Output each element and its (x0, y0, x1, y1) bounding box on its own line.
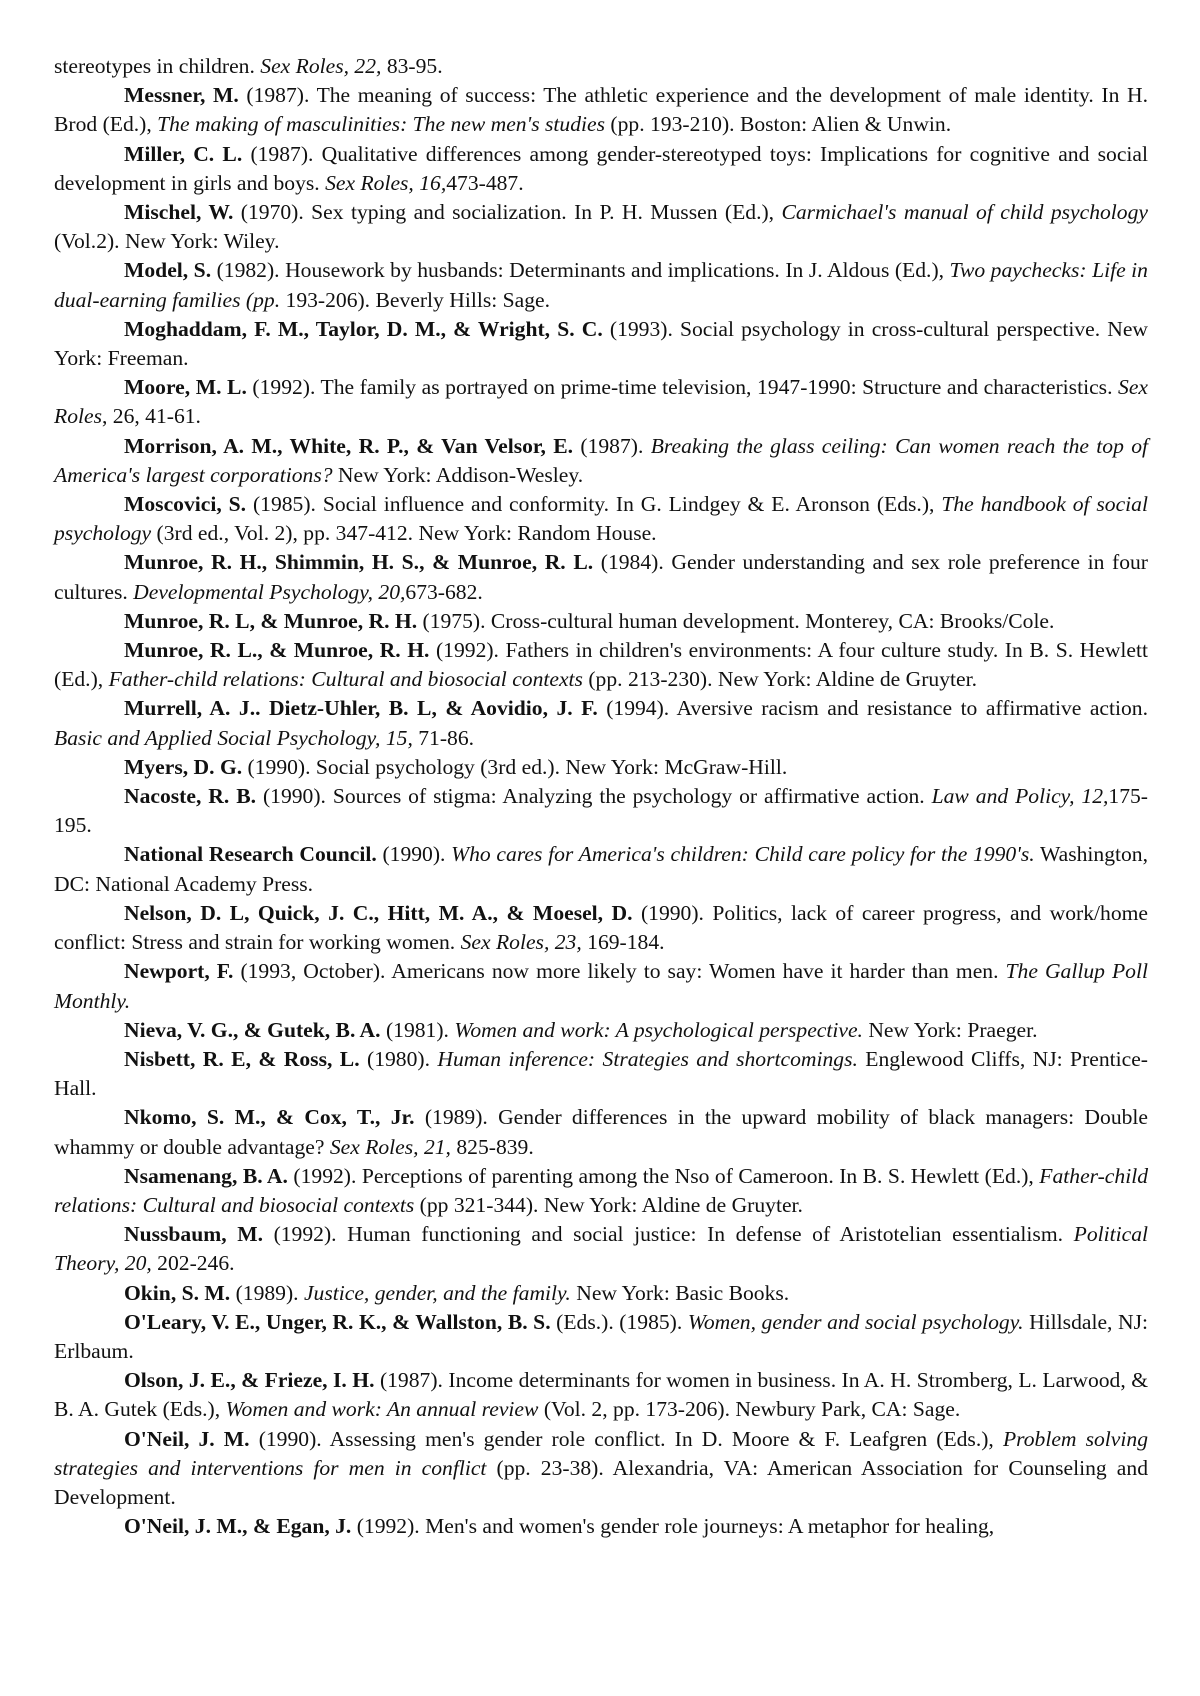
reference-author: Munroe, R. L, & Munroe, R. H. (124, 608, 418, 633)
reference-author: Nelson, D. L, Quick, J. C., Hitt, M. A., & Moesel, D. (124, 900, 633, 925)
reference-entry (54, 1512, 1148, 1541)
reference-text: (1993). Social psychology in cross-cultural perspective. New York: Freeman. (54, 316, 1149, 371)
reference-text: (1992). Men's and women's gender role journeys: A metaphor for healing, (351, 1514, 995, 1539)
reference-text: (1987). Qualitative differences among gender-stereotyped toys: Implications for cognitive and social development in girls and boys. (54, 141, 1148, 195)
reference-title: Breaking the glass ceiling: Can women reach the top of America's largest corporations? (54, 433, 1148, 487)
reference-title: Two paychecks: Life in dual-earning families (pp. (54, 258, 1148, 312)
reference-title: Sex Roles, 21, (329, 1134, 451, 1159)
reference-text: 71-86. (412, 725, 475, 750)
reference-title: The handbook of social psychology (54, 492, 1148, 546)
reference-author: Myers, D. G. (124, 754, 243, 779)
reference-title: Justice, gender, and the family. (303, 1280, 571, 1305)
reference-title: Sex Roles, 16, (325, 170, 447, 195)
reference-text: 169-184. (581, 930, 665, 955)
reference-title: Sex Roles (54, 375, 1148, 429)
reference-title: Law and Policy, 12, (931, 784, 1109, 809)
reference-entry (54, 1162, 1148, 1220)
reference-author: National Research Council. (124, 842, 377, 867)
reference-text: (1992). Human functioning and social justice: In defense of Aristotelian essentialism. (262, 1222, 1074, 1247)
reference-title: Women, gender and social psychology. (687, 1309, 1024, 1334)
reference-text: (1987). (573, 433, 651, 458)
reference-text: (1990). Assessing men's gender role conflict. In D. Moore & F. Leafgren (Eds.), (249, 1426, 1003, 1451)
reference-title: Human inference: Strategies and shortcomings. (437, 1046, 858, 1071)
reference-text: (1989). Gender differences in the upward mobility of black managers: Double whammy or double advantage? (54, 1105, 1149, 1159)
reference-author: Mischel, W. (124, 200, 234, 225)
reference-author: Munroe, R. H., Shimmin, H. S., & Munroe, R. L. (124, 550, 594, 575)
reference-title: Women and work: A psychological perspective. (454, 1017, 863, 1042)
reference-text: , 26, 41-61. (101, 404, 201, 429)
reference-text: (1992). The family as portrayed on prime-time television, 1947-1990: Structure and characteristics. (246, 375, 1119, 400)
reference-author: Okin, S. M. (124, 1280, 231, 1305)
reference-entry (54, 256, 1148, 314)
reference-author: Moghaddam, F. M., Taylor, D. M., & Wright, S. C. (124, 316, 603, 341)
reference-author: Munroe, R. L., & Munroe, R. H. (124, 638, 430, 663)
reference-text: (pp. 193-210). Boston: Alien & Unwin. (605, 112, 952, 137)
reference-entry (54, 315, 1148, 373)
reference-entry (54, 548, 1148, 606)
reference-entry (54, 1279, 1148, 1308)
reference-title: Basic and Applied Social Psychology, 15, (54, 725, 413, 750)
reference-author: Miller, C. L. (124, 141, 243, 166)
reference-author: Moore, M. L. (124, 375, 247, 400)
reference-title: Problem solving strategies and interventions for men in conflict (54, 1426, 1148, 1480)
reference-author: Olson, J. E., & Frieze, I. H. (124, 1368, 375, 1393)
reference-title: The Gallup Poll Monthly. (54, 959, 1148, 1013)
reference-entry (54, 753, 1148, 782)
reference-author: Nkomo, S. M., & Cox, T., Jr. (124, 1105, 415, 1130)
reference-title: Sex Roles, 23, (460, 930, 582, 955)
reference-author: O'Neil, J. M. (124, 1426, 250, 1451)
reference-text: (1990). Politics, lack of career progress, and work/home conflict: Stress and strain for working women. (54, 900, 1148, 955)
reference-entry (54, 198, 1148, 256)
reference-entry (54, 607, 1148, 636)
reference-entry (54, 490, 1148, 548)
reference-text: (Vol. 2, pp. 173-206). Newbury Park, CA: Sage. (538, 1397, 961, 1422)
reference-entry (54, 782, 1148, 840)
reference-author: Messner, M. (124, 83, 239, 108)
reference-title: Women and work: An annual review (225, 1397, 539, 1422)
reference-entry (54, 840, 1148, 898)
reference-text: (Vol.2). New York: Wiley. (54, 229, 280, 254)
reference-title: Sex Roles, 22, (260, 54, 382, 78)
reference-entry (54, 636, 1148, 694)
reference-text: (pp 321-344). New York: Aldine de Gruyter. (414, 1192, 803, 1217)
reference-entry (54, 432, 1148, 490)
reference-text: 202-246. (151, 1251, 235, 1276)
reference-author: O'Leary, V. E., Unger, R. K., & Wallston, B. S. (124, 1309, 551, 1334)
reference-text: (1985). Social influence and conformity. In G. Lindgey & E. Aronson (Eds.), (246, 492, 942, 517)
reference-entry (54, 1103, 1148, 1161)
reference-author: Murrell, A. J.. Dietz-Uhler, B. L, & Aovidio, J. F. (124, 696, 598, 721)
reference-text: (pp. 23-38). Alexandria, VA: American Association for Counseling and Development. (54, 1455, 1148, 1509)
reference-text: Hillsdale, NJ: Erlbaum. (54, 1309, 1148, 1363)
reference-author: Nisbett, R. E, & Ross, L. (124, 1046, 360, 1071)
reference-title: Who cares for America's children: Child care policy for the 1990's. (451, 842, 1035, 867)
reference-text: (1987). Income determinants for women in business. In A. H. Stromberg, L. Larwood, & B. A. Gutek (Eds.), (54, 1368, 1148, 1422)
reference-text: (3rd ed., Vol. 2), pp. 347-412. New York: Random House. (151, 521, 657, 546)
reference-author: Nacoste, R. B. (124, 784, 257, 809)
reference-entry (54, 899, 1148, 957)
reference-title: Political Theory, 20, (54, 1222, 1148, 1276)
reference-title: Father-child relations: Cultural and biosocial contexts (108, 667, 583, 692)
reference-text: (Eds.). (1985). (550, 1309, 688, 1334)
reference-text: (1970). Sex typing and socialization. In P. H. Mussen (Ed.), (233, 200, 782, 225)
reference-text: (1992). Perceptions of parenting among the Nso of Cameroon. In B. S. Hewlett (Ed.), (287, 1163, 1040, 1188)
reference-author: Nussbaum, M. (124, 1222, 263, 1247)
reference-entry (54, 1425, 1148, 1513)
reference-text: (1982). Housework by husbands: Determinants and implications. In J. Aldous (Ed.), (211, 258, 950, 283)
reference-author: Nsamenang, B. A. (124, 1163, 288, 1188)
reference-title: Carmichael's manual of child psychology (781, 200, 1148, 225)
reference-text: New York: Addison-Wesley. (332, 462, 584, 487)
reference-entry (54, 81, 1148, 139)
reference-text: (1990). (376, 842, 452, 867)
reference-text: 83-95. (381, 54, 443, 78)
reference-entry (54, 373, 1148, 431)
reference-text: Washington, DC: National Academy Press. (54, 842, 1148, 896)
reference-entry (54, 1045, 1148, 1103)
reference-text: 175-195. (54, 784, 1148, 838)
reference-author: O'Neil, J. M., & Egan, J. (124, 1514, 352, 1539)
reference-text: (pp. 213-230). New York: Aldine de Gruyter. (582, 667, 978, 692)
reference-text: 193-206). Beverly Hills: Sage. (280, 287, 551, 312)
reference-text: (1993, October). Americans now more likely to say: Women have it harder than men. (233, 959, 1006, 984)
reference-title: Father-child relations: Cultural and biosocial contexts (54, 1163, 1148, 1217)
reference-text: (1980). (359, 1046, 438, 1071)
reference-list (54, 52, 1148, 1541)
reference-text: 825-839. (450, 1134, 534, 1159)
reference-entry (54, 1016, 1148, 1045)
reference-text: (1994). Aversive racism and resistance to affirmative action. (597, 696, 1148, 721)
reference-text: (1975). Cross-cultural human development. Monterey, CA: Brooks/Cole. (417, 608, 1055, 633)
reference-author: Nieva, V. G., & Gutek, B. A. (124, 1017, 381, 1042)
reference-entry (54, 1308, 1148, 1366)
reference-entry (54, 957, 1148, 1015)
reference-title: Developmental Psychology, 20, (133, 579, 406, 604)
reference-text: 473-487. (446, 170, 524, 195)
reference-author: Morrison, A. M., White, R. P., & Van Velsor, E. (124, 433, 574, 458)
reference-entry (54, 1220, 1148, 1278)
reference-text: (1992). Fathers in children's environments: A four culture study. In B. S. Hewlett (Ed.), (54, 638, 1149, 692)
reference-text: (1981). (380, 1017, 455, 1042)
reference-entry (54, 694, 1148, 752)
reference-text: 673-682. (405, 579, 483, 604)
reference-text: New York: Praeger. (862, 1017, 1038, 1042)
reference-author: Newport, F. (124, 959, 234, 984)
reference-text: (1990). Sources of stigma: Analyzing the psychology or affirmative action. (256, 784, 932, 809)
reference-text: (1987). The meaning of success: The athletic experience and the development of male identity. In H. Brod (Ed.), (54, 83, 1148, 137)
reference-author: Moscovici, S. (124, 492, 247, 517)
reference-author: Model, S. (124, 258, 212, 283)
reference-text: (1990). Social psychology (3rd ed.). New York: McGraw-Hill. (242, 754, 788, 779)
reference-text: (1984). Gender understanding and sex role preference in four cultures. (54, 550, 1148, 604)
reference-text: New York: Basic Books. (570, 1280, 790, 1305)
reference-text: (1989). (230, 1280, 304, 1305)
reference-entry (54, 140, 1148, 198)
reference-entry (54, 1366, 1148, 1424)
reference-text: stereotypes in children. (54, 54, 261, 78)
reference-text: Englewood Cliffs, NJ: Prentice-Hall. (54, 1046, 1148, 1101)
reference-title: The making of masculinities: The new men's studies (157, 112, 606, 137)
reference-continuation (54, 52, 1148, 81)
